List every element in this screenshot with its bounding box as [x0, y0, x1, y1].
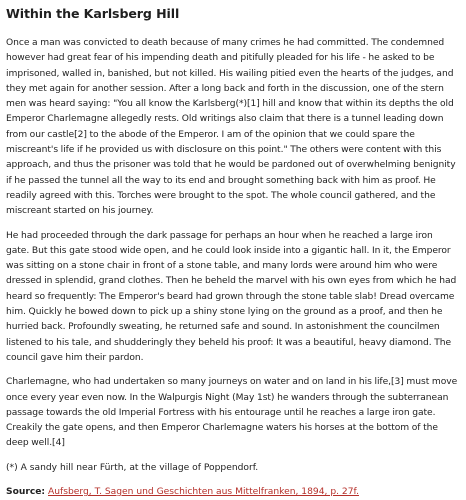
paragraph-2: He had proceeded through the dark passage for perhaps an hour when he reached a large iron gate. But this gate stood wide open, and he could look inside into a gigantic hall. In it, the Emperor was sitting on a stone chair in front of a stone table, and many lords were around him who were dressed in splendid, grand clothes. Then he beheld the marvel with his own eyes from which he had heard so frequently: The Emperor's beard had grown through the stone table slab! Dread overcame him. Quickly he bowed down to pick up a shiny stone lying on the ground as a proof, and then he hurried back. Profoundly sweating, he returned safe and sound. In astonishment the councilmen listened to his tale, and shudderingly they beheld his proof: It was a beautiful, heavy diamond. The council gave him their pardon.: [6, 230, 457, 363]
article-title: Within the Karlsberg Hill: [6, 6, 180, 21]
source-link[interactable]: Aufsberg, T. Sagen und Geschichten aus Mittelfranken, 1894, p. 27f.: [48, 487, 359, 498]
footnote: (*) A sandy hill near Fürth, at the village of Poppendorf.: [6, 462, 259, 473]
paragraph-1: Once a man was convicted to death because of many crimes he had committed. The condemned however had great fear of his impending death and pitifully pleaded for his life - he asked to be imprisoned, walled in, banished, but not killed. His wailing pitied even the hearts of the judges, and they met again for another session. After a long back and forth in the discussion, one of the stern men was heard saying: "You all know the Karlsberg(*)[1] hill and know that within its depths the old Emperor Charlemagne allegedly rests. Old writings also claim that there is a tunnel leading down from our castle[2] to the abode of the Emperor. I am of the opinion that we could spare the miscreant's life if he provided us with disclosure on this point." The others were content with this approach, and thus the prisoner was told that he would be pardoned out of overwhelming benignity if he passed the tunnel all the way to its end and brought something back with him as proof. He readily agreed with this. Torches were brought to the spot. The whole council gathered, and the miscreant started on his journey.: [6, 38, 456, 217]
source-label: Source:: [6, 487, 46, 498]
article: [6, 6, 458, 500]
paragraph-3: Charlemagne, who had undertaken so many journeys on water and on land in his life,[3] must move once every year even now. In the Walpurgis Night (May 1st) he wanders through the subterranean passage towards the old Imperial Fortress with his entourage until he reaches a large iron gate. Creakily the gate opens, and then Emperor Charlemagne waters his horses at the bottom of the deep well.[4]: [6, 377, 458, 449]
source-line: [6, 485, 458, 500]
